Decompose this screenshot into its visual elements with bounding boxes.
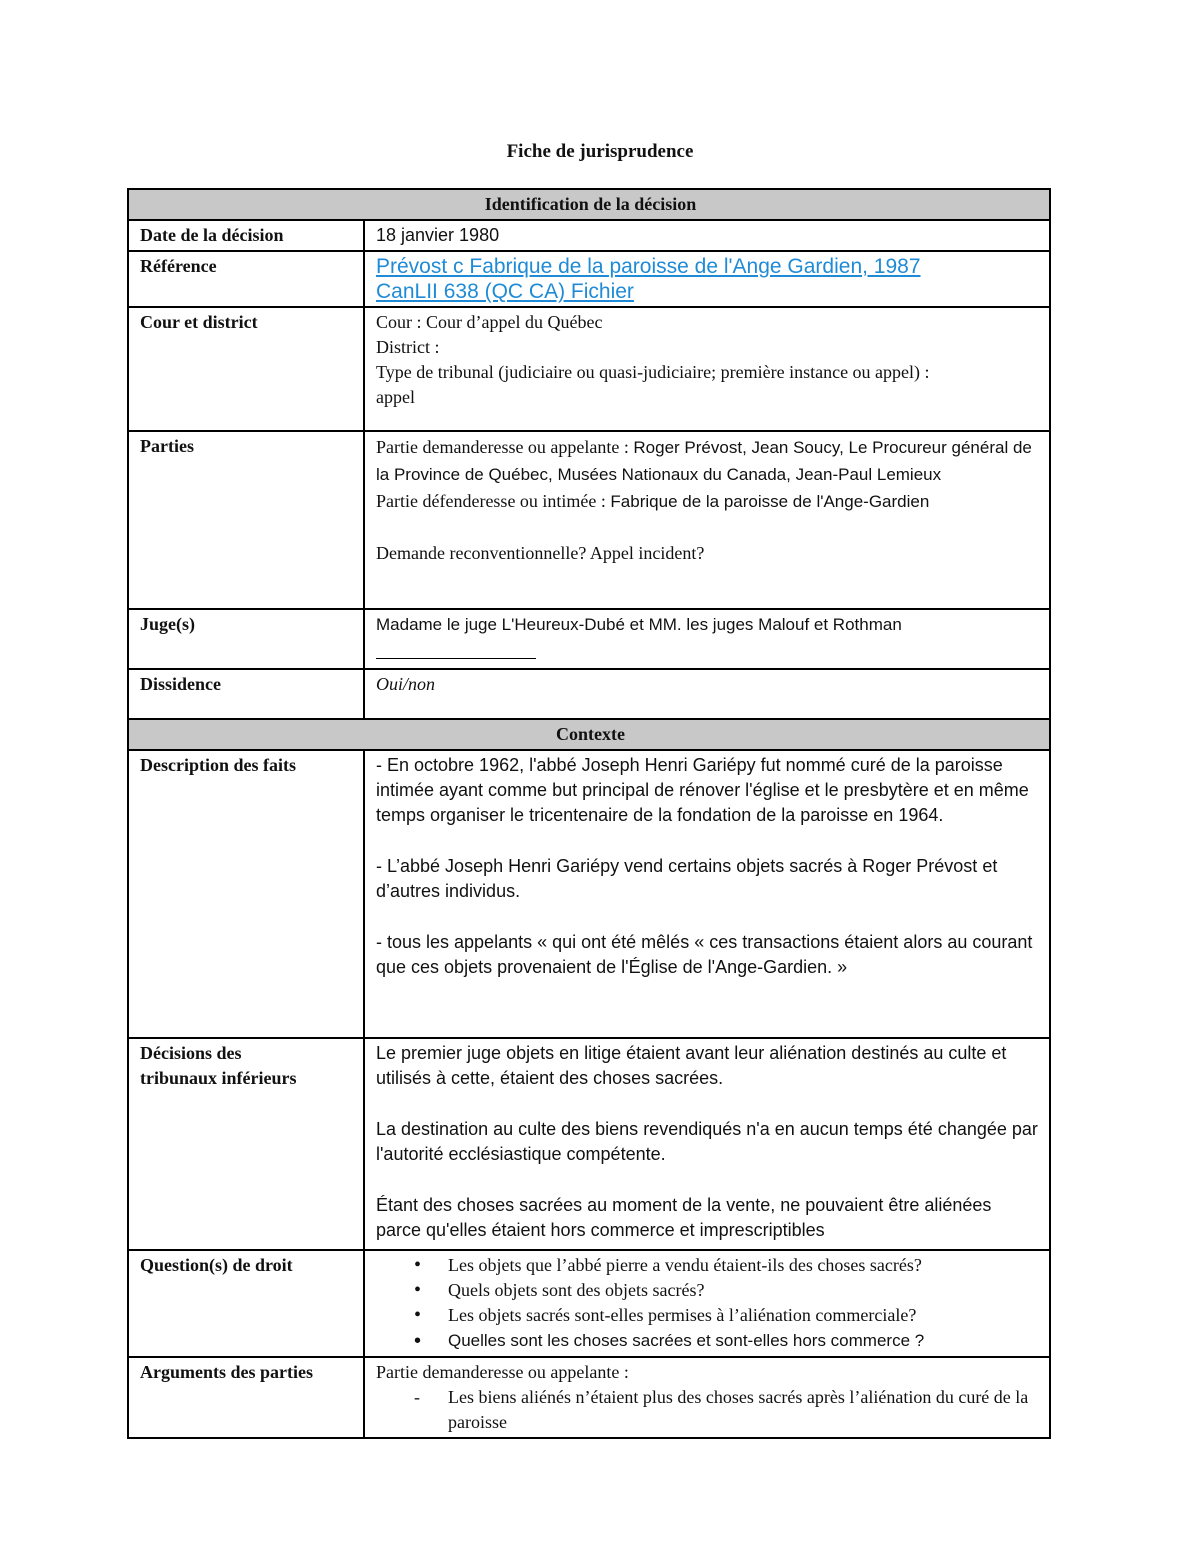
district-line: District : [376, 337, 440, 357]
question-item: • Les objets sacrés sont-elles permises à l’aliénation commerciale? [376, 1303, 1041, 1328]
row-label: Cour et district [128, 307, 364, 431]
document-title: Fiche de jurisprudence [506, 141, 694, 162]
demanderesse-value: Roger Prévost, Jean Soucy, Le Procureur général de la Province de Québec, Musées Nationaux du Canada, Jean-Paul Lemieux [376, 438, 1032, 484]
question-item: • Les objets que l’abbé pierre a vendu étaient-ils des choses sacrés? [376, 1253, 1041, 1278]
section-heading: Identification de la décision [128, 189, 1050, 220]
questions-cell [364, 1250, 1050, 1357]
demande-reconventionnelle: Demande reconventionnelle? Appel incident? [376, 543, 705, 563]
faits-cell [364, 750, 1050, 1038]
row-juges [128, 609, 1050, 669]
decisions-paragraph: Étant des choses sacrées au moment de la vente, ne pouvaient être aliénées parce qu'elles étaient hors commerce et imprescriptibles [376, 1195, 992, 1240]
demanderesse-prefix: Partie demanderesse ou appelante : [376, 437, 634, 457]
row-dissidence [128, 669, 1050, 719]
reference-cell [364, 251, 1050, 307]
cour-line: Cour : Cour d’appel du Québec [376, 312, 603, 332]
arguments-cell [364, 1357, 1050, 1438]
row-faits [128, 750, 1050, 1038]
cour-cell [364, 307, 1050, 431]
row-questions [128, 1250, 1050, 1357]
parties-cell [364, 431, 1050, 609]
tribunal-type-line: Type de tribunal (judiciaire ou quasi-judiciaire; première instance ou appel) : [376, 362, 930, 382]
row-label: Dissidence [128, 669, 364, 719]
section-contexte [128, 719, 1050, 750]
row-label: Arguments des parties [128, 1357, 364, 1438]
row-label: Description des faits [128, 750, 364, 1038]
faits-paragraph: - En octobre 1962, l'abbé Joseph Henri Gariépy fut nommé curé de la paroisse intimée ayant comme but principal de rénover l'église et le presbytère et en même temps organiser le tricentenaire de la fondation de la paroisse en 1964. [376, 755, 1029, 825]
row-label: Question(s) de droit [128, 1250, 364, 1357]
row-label: Référence [128, 251, 364, 307]
row-parties [128, 431, 1050, 609]
question-item: • Quelles sont les choses sacrées et sont-elles hors commerce ? [376, 1328, 1041, 1354]
juges-cell [364, 609, 1050, 669]
arguments-list [376, 1385, 1041, 1435]
row-decisions [128, 1038, 1050, 1250]
row-date [128, 220, 1050, 251]
row-label: Date de la décision [128, 220, 364, 251]
row-label: Juge(s) [128, 609, 364, 669]
blank-line [376, 638, 536, 659]
questions-list [376, 1253, 1041, 1354]
faits-paragraph: - L’abbé Joseph Henri Gariépy vend certains objets sacrés à Roger Prévost et d’autres individus. [376, 856, 998, 901]
faits-paragraph: - tous les appelants « qui ont été mêlés « ces transactions étaient alors au courant que ces objets provenaient de l'Église de l'Ange-Gardien. » [376, 932, 1033, 977]
section-heading: Contexte [128, 719, 1050, 750]
question-item: • Quels objets sont des objets sacrés? [376, 1278, 1041, 1303]
row-cour [128, 307, 1050, 431]
dissidence-value: Oui/non [364, 669, 1050, 719]
juges-value: Madame le juge L'Heureux-Dubé et MM. les juges Malouf et Rothman [376, 615, 902, 634]
row-label: Parties [128, 431, 364, 609]
argument-item: - Les biens aliénés n’étaient plus des choses sacrés après l’aliénation du curé de la paroisse [376, 1385, 1041, 1435]
reference-link[interactable]: Prévost c Fabrique de la paroisse de l'Ange Gardien, 1987 CanLII 638 (QC CA) Fichier [376, 255, 921, 303]
date-value: 18 janvier 1980 [364, 220, 1050, 251]
section-identification [128, 189, 1050, 220]
row-arguments [128, 1357, 1050, 1438]
decisions-paragraph: La destination au culte des biens revendiqués n'a en aucun temps été changée par l'autorité ecclésiastique compétente. [376, 1119, 1038, 1164]
tribunal-type-value: appel [376, 387, 415, 407]
jurisprudence-table [127, 188, 1051, 1439]
row-label: Décisions des tribunaux inférieurs [128, 1038, 364, 1250]
arguments-intro: Partie demanderesse ou appelante : [376, 1362, 629, 1382]
row-reference [128, 251, 1050, 307]
defenderesse-value: Fabrique de la paroisse de l'Ange-Gardien [610, 492, 930, 511]
defenderesse-prefix: Partie défenderesse ou intimée : [376, 491, 611, 511]
decisions-paragraph: Le premier juge objets en litige étaient avant leur aliénation destinés au culte et utilisés à cette, étaient des choses sacrées. [376, 1043, 1007, 1088]
decisions-cell [364, 1038, 1050, 1250]
